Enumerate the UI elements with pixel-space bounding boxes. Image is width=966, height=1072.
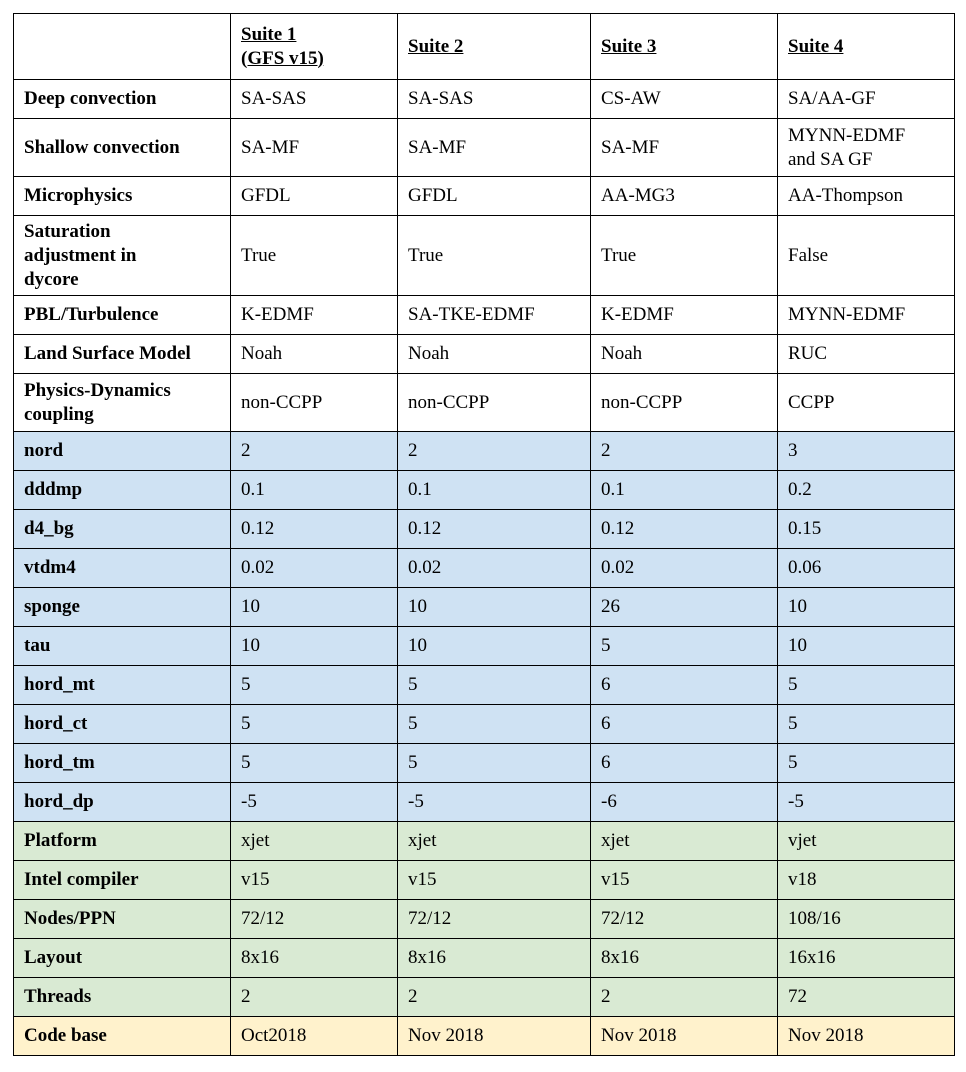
table-cell-suite-4: 3 bbox=[778, 432, 955, 471]
table-cell-suite-4: 16x16 bbox=[778, 939, 955, 978]
header-suite-2: Suite 2 bbox=[398, 14, 591, 80]
table-cell-suite-1: SA-MF bbox=[231, 119, 398, 177]
table-cell-suite-3: non-CCPP bbox=[591, 374, 778, 432]
table-row bbox=[14, 627, 955, 666]
table-cell-suite-3: 2 bbox=[591, 978, 778, 1017]
row-label: Threads bbox=[14, 978, 231, 1017]
table-cell-suite-1: 0.12 bbox=[231, 510, 398, 549]
row-label: sponge bbox=[14, 588, 231, 627]
table-cell-suite-2: Nov 2018 bbox=[398, 1017, 591, 1056]
table-cell-suite-3: True bbox=[591, 216, 778, 296]
table-row bbox=[14, 549, 955, 588]
row-label: Nodes/PPN bbox=[14, 900, 231, 939]
table-row bbox=[14, 119, 955, 177]
table-cell-suite-1: 8x16 bbox=[231, 939, 398, 978]
table-cell-suite-3: Noah bbox=[591, 335, 778, 374]
table-cell-suite-4: 5 bbox=[778, 744, 955, 783]
table-cell-suite-3: 6 bbox=[591, 705, 778, 744]
table-cell-suite-2: 5 bbox=[398, 744, 591, 783]
table-cell-suite-4: vjet bbox=[778, 822, 955, 861]
table-cell-suite-2: 10 bbox=[398, 588, 591, 627]
table-cell-suite-4: 72 bbox=[778, 978, 955, 1017]
table-row bbox=[14, 900, 955, 939]
header-suite-4: Suite 4 bbox=[778, 14, 955, 80]
table-cell-suite-1: 2 bbox=[231, 978, 398, 1017]
table-row bbox=[14, 471, 955, 510]
table-cell-suite-2: 0.1 bbox=[398, 471, 591, 510]
row-label: hord_dp bbox=[14, 783, 231, 822]
table-cell-suite-1: 10 bbox=[231, 588, 398, 627]
table-row bbox=[14, 177, 955, 216]
table-row bbox=[14, 783, 955, 822]
table-cell-suite-3: v15 bbox=[591, 861, 778, 900]
table-cell-suite-3: 0.02 bbox=[591, 549, 778, 588]
table-cell-suite-1: 5 bbox=[231, 744, 398, 783]
row-label: Platform bbox=[14, 822, 231, 861]
table-cell-suite-1: 10 bbox=[231, 627, 398, 666]
table-cell-suite-1: Noah bbox=[231, 335, 398, 374]
header-corner-cell bbox=[14, 14, 231, 80]
row-label: nord bbox=[14, 432, 231, 471]
table-cell-suite-3: 26 bbox=[591, 588, 778, 627]
table-cell-suite-4: AA-Thompson bbox=[778, 177, 955, 216]
table-cell-suite-2: xjet bbox=[398, 822, 591, 861]
table-cell-suite-4: v18 bbox=[778, 861, 955, 900]
table-cell-suite-1: 5 bbox=[231, 666, 398, 705]
table-row bbox=[14, 939, 955, 978]
table-row bbox=[14, 80, 955, 119]
table-cell-suite-1: True bbox=[231, 216, 398, 296]
table-cell-suite-3: 0.12 bbox=[591, 510, 778, 549]
table-cell-suite-1: v15 bbox=[231, 861, 398, 900]
table-cell-suite-3: 8x16 bbox=[591, 939, 778, 978]
row-label: Code base bbox=[14, 1017, 231, 1056]
table-cell-suite-4: SA/AA-GF bbox=[778, 80, 955, 119]
table-row bbox=[14, 296, 955, 335]
table-cell-suite-4: 10 bbox=[778, 588, 955, 627]
row-label: Land Surface Model bbox=[14, 335, 231, 374]
table-cell-suite-1: GFDL bbox=[231, 177, 398, 216]
table-cell-suite-1: 0.02 bbox=[231, 549, 398, 588]
table-cell-suite-2: 0.12 bbox=[398, 510, 591, 549]
table-row bbox=[14, 705, 955, 744]
table-cell-suite-1: non-CCPP bbox=[231, 374, 398, 432]
table-cell-suite-4: CCPP bbox=[778, 374, 955, 432]
table-cell-suite-3: 0.1 bbox=[591, 471, 778, 510]
row-label: Deep convection bbox=[14, 80, 231, 119]
table-row bbox=[14, 978, 955, 1017]
table-cell-suite-1: 5 bbox=[231, 705, 398, 744]
row-label: Microphysics bbox=[14, 177, 231, 216]
table-cell-suite-2: 2 bbox=[398, 978, 591, 1017]
table-cell-suite-2: SA-TKE-EDMF bbox=[398, 296, 591, 335]
table-cell-suite-2: 72/12 bbox=[398, 900, 591, 939]
table-cell-suite-3: xjet bbox=[591, 822, 778, 861]
row-label: Saturation adjustment in dycore bbox=[14, 216, 231, 296]
table-cell-suite-3: 5 bbox=[591, 627, 778, 666]
table-cell-suite-4: 108/16 bbox=[778, 900, 955, 939]
table-cell-suite-4: 10 bbox=[778, 627, 955, 666]
table-cell-suite-3: CS-AW bbox=[591, 80, 778, 119]
table-cell-suite-3: AA-MG3 bbox=[591, 177, 778, 216]
row-label: Shallow convection bbox=[14, 119, 231, 177]
table-cell-suite-2: 5 bbox=[398, 666, 591, 705]
table-body bbox=[14, 80, 955, 1056]
table-row bbox=[14, 432, 955, 471]
row-label: PBL/Turbulence bbox=[14, 296, 231, 335]
row-label: hord_mt bbox=[14, 666, 231, 705]
table-cell-suite-4: 5 bbox=[778, 666, 955, 705]
table-cell-suite-1: -5 bbox=[231, 783, 398, 822]
table-cell-suite-2: 10 bbox=[398, 627, 591, 666]
table-cell-suite-2: -5 bbox=[398, 783, 591, 822]
table-cell-suite-4: -5 bbox=[778, 783, 955, 822]
table-cell-suite-3: 2 bbox=[591, 432, 778, 471]
row-label: hord_tm bbox=[14, 744, 231, 783]
table-cell-suite-3: -6 bbox=[591, 783, 778, 822]
header-row bbox=[14, 14, 955, 80]
table-cell-suite-2: SA-SAS bbox=[398, 80, 591, 119]
table-cell-suite-3: 72/12 bbox=[591, 900, 778, 939]
suite-comparison-table bbox=[13, 13, 955, 1056]
table-cell-suite-4: MYNN-EDMF and SA GF bbox=[778, 119, 955, 177]
table-cell-suite-2: GFDL bbox=[398, 177, 591, 216]
table-cell-suite-3: 6 bbox=[591, 666, 778, 705]
table-cell-suite-4: Nov 2018 bbox=[778, 1017, 955, 1056]
table-cell-suite-2: Noah bbox=[398, 335, 591, 374]
table-cell-suite-4: 0.15 bbox=[778, 510, 955, 549]
row-label: d4_bg bbox=[14, 510, 231, 549]
table-cell-suite-2: non-CCPP bbox=[398, 374, 591, 432]
row-label: dddmp bbox=[14, 471, 231, 510]
row-label: Physics-Dynamics coupling bbox=[14, 374, 231, 432]
table-cell-suite-3: 6 bbox=[591, 744, 778, 783]
table-row bbox=[14, 1017, 955, 1056]
header-suite-1: Suite 1 (GFS v15) bbox=[231, 14, 398, 80]
table-cell-suite-1: K-EDMF bbox=[231, 296, 398, 335]
row-label: Intel compiler bbox=[14, 861, 231, 900]
table-row bbox=[14, 744, 955, 783]
table-row bbox=[14, 588, 955, 627]
table-cell-suite-3: Nov 2018 bbox=[591, 1017, 778, 1056]
row-label: Layout bbox=[14, 939, 231, 978]
row-label: vtdm4 bbox=[14, 549, 231, 588]
table-cell-suite-4: 0.06 bbox=[778, 549, 955, 588]
table-cell-suite-4: False bbox=[778, 216, 955, 296]
table-row bbox=[14, 666, 955, 705]
table-cell-suite-3: SA-MF bbox=[591, 119, 778, 177]
table-row bbox=[14, 510, 955, 549]
table-cell-suite-4: 0.2 bbox=[778, 471, 955, 510]
table-cell-suite-4: 5 bbox=[778, 705, 955, 744]
table-row bbox=[14, 216, 955, 296]
table-cell-suite-2: 8x16 bbox=[398, 939, 591, 978]
table-cell-suite-2: True bbox=[398, 216, 591, 296]
table-cell-suite-1: SA-SAS bbox=[231, 80, 398, 119]
table-cell-suite-4: RUC bbox=[778, 335, 955, 374]
row-label: hord_ct bbox=[14, 705, 231, 744]
table-cell-suite-2: 0.02 bbox=[398, 549, 591, 588]
table-cell-suite-2: SA-MF bbox=[398, 119, 591, 177]
table-row bbox=[14, 822, 955, 861]
table-row bbox=[14, 335, 955, 374]
row-label: tau bbox=[14, 627, 231, 666]
table-cell-suite-1: 72/12 bbox=[231, 900, 398, 939]
table-cell-suite-1: Oct2018 bbox=[231, 1017, 398, 1056]
table-cell-suite-4: MYNN-EDMF bbox=[778, 296, 955, 335]
table-row bbox=[14, 861, 955, 900]
table-cell-suite-2: 2 bbox=[398, 432, 591, 471]
table-row bbox=[14, 374, 955, 432]
table-cell-suite-2: v15 bbox=[398, 861, 591, 900]
table-cell-suite-3: K-EDMF bbox=[591, 296, 778, 335]
table-cell-suite-1: 2 bbox=[231, 432, 398, 471]
header-suite-3: Suite 3 bbox=[591, 14, 778, 80]
table-cell-suite-2: 5 bbox=[398, 705, 591, 744]
table-cell-suite-1: 0.1 bbox=[231, 471, 398, 510]
table-cell-suite-1: xjet bbox=[231, 822, 398, 861]
